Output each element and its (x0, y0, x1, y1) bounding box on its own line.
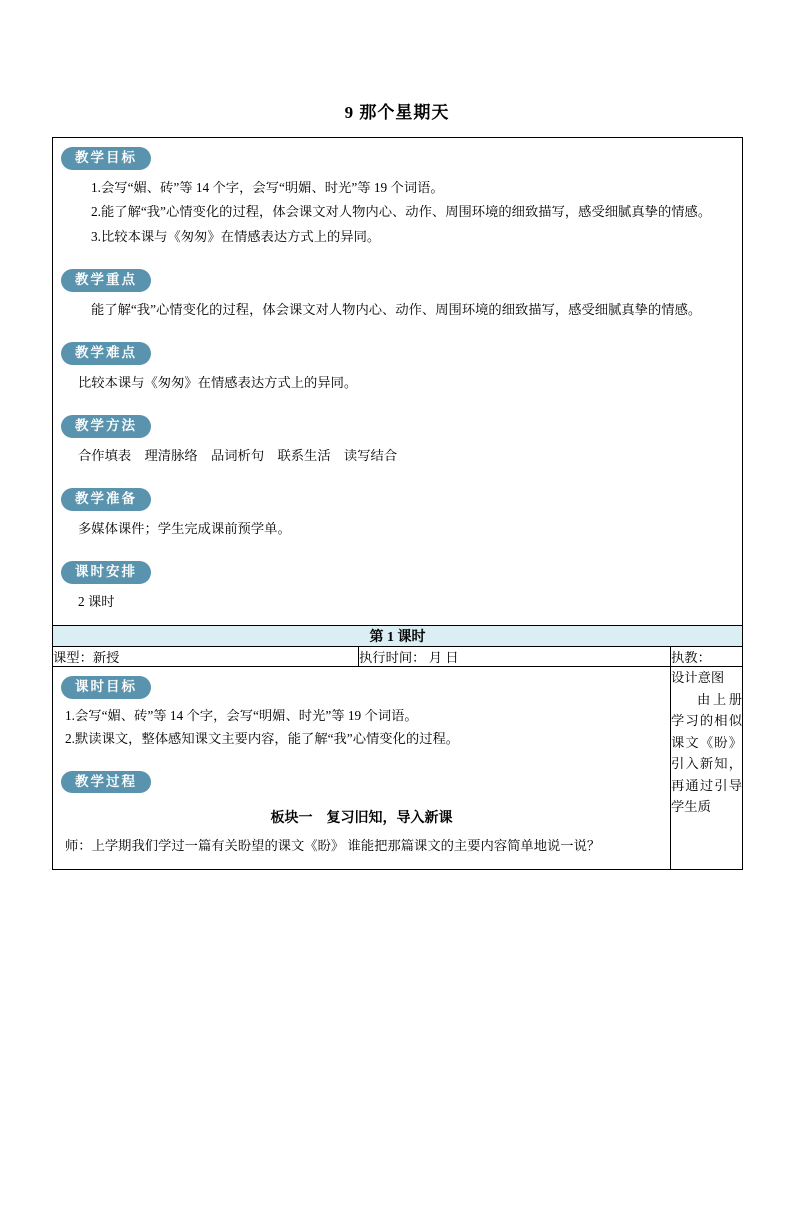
lesson-time-cell: 执行时间： 月 日 (359, 647, 671, 667)
label-period-objectives: 课时目标 (61, 676, 151, 699)
lesson-type-cell: 课型：新授 (53, 647, 359, 667)
label-teaching-process: 教学过程 (61, 771, 151, 794)
label-teaching-objectives: 教学目标 (61, 147, 151, 170)
table-row-lesson-heading (53, 626, 743, 647)
process-text: 师：上学期我们学过一篇有关盼望的课文《盼》 谁能把那篇课文的主要内容简单地说一说？ (65, 838, 601, 854)
label-teaching-method: 教学方法 (61, 415, 151, 438)
label-teaching-preparation: 教学准备 (61, 488, 151, 511)
document-page (0, 98, 794, 1221)
preparation-text: 多媒体课件；学生完成课前预学单。 (78, 520, 291, 536)
table-row-objectives (53, 138, 743, 626)
label-teaching-difficulty: 教学难点 (61, 342, 151, 365)
difficulty-text: 比较本课与《匆匆》在情感表达方式上的异同。 (78, 374, 358, 390)
class-hours-text: 2 课时 (78, 593, 115, 609)
method-text: 合作填表 理清脉络 品词析句 联系生活 读写结合 (78, 447, 398, 463)
table-row-lesson-info (53, 647, 743, 667)
lesson-heading: 第 1 课时 (53, 626, 743, 647)
lesson-teacher-cell: 执教： (671, 647, 743, 667)
objective-item-2: 2.能了解“我”心情变化的过程，体会课文对人物内心、动作、周围环境的细致描写，感受细腻真挚的情感。 (91, 204, 712, 220)
label-class-hours: 课时安排 (61, 561, 151, 584)
cell-objectives (53, 138, 743, 626)
cell-design-intent (671, 667, 743, 870)
page-title: 9 那个星期天 (344, 103, 450, 122)
period-objective-1: 1.会写“媚、砖”等 14 个字，会写“明媚、时光”等 19 个词语。 (65, 707, 418, 723)
design-intent-body: 由上册学习的相似课文《盼》引入新知，再通过引导学生质 (671, 691, 742, 815)
table-row-lesson-body (53, 667, 743, 870)
cell-lesson-body (53, 667, 671, 870)
period-objective-2: 2.默读课文，整体感知课文主要内容，能了解“我”心情变化的过程。 (65, 731, 460, 747)
lesson-plan-table (52, 137, 743, 870)
process-block-title: 板块一 复习旧知，导入新课 (270, 811, 453, 827)
objective-item-3: 3.比较本课与《匆匆》在情感表达方式上的异同。 (91, 228, 381, 244)
focus-text: 能了解“我”心情变化的过程，体会课文对人物内心、动作、周围环境的细致描写，感受细腻真挚的情感。 (91, 301, 702, 317)
objective-item-1: 1.会写“媚、砖”等 14 个字，会写“明媚、时光”等 19 个词语。 (91, 179, 444, 195)
design-intent-title: 设计意图 (671, 670, 725, 686)
label-teaching-focus: 教学重点 (61, 269, 151, 292)
